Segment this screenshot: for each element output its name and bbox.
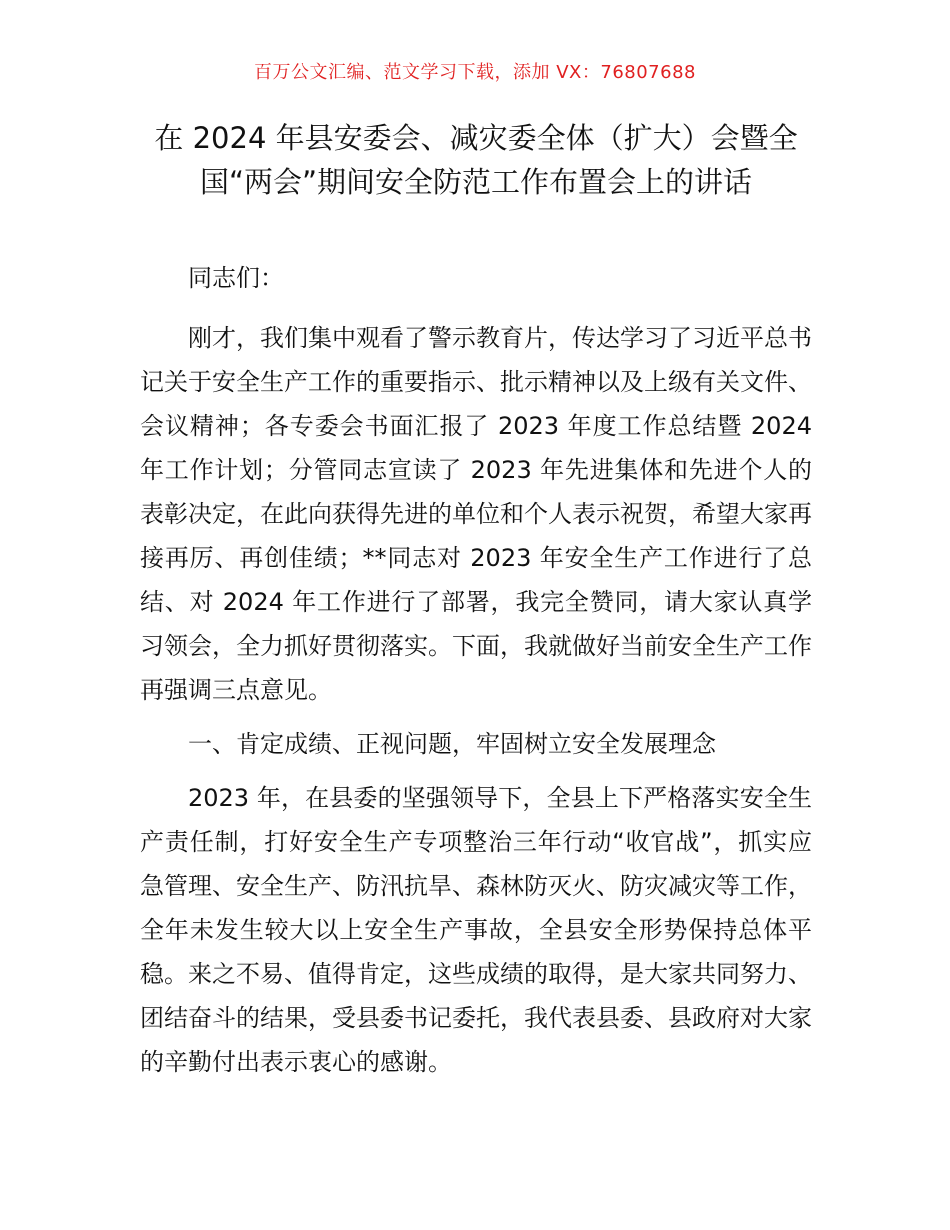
watermark-header: 百万公文汇编、范文学习下载，添加 VX：76807688 bbox=[254, 62, 696, 83]
section-heading-1: 一、肯定成绩、正视问题，牢固树立安全发展理念 bbox=[188, 730, 716, 758]
document-body bbox=[140, 256, 812, 1094]
paragraph-opening: 刚才，我们集中观看了警示教育片，传达学习了习近平总书记关于安全生产工作的重要指示、批示精神以及上级有关文件、会议精神；各专委会书面汇报了 2023 年度工作总结暨 2024 年工作计划；分管同志宣读了 2023 年先进集体和先进个人的表彰决定，在此向获得先进的单位和个人表示祝贺，希望大家再接再厉、再创佳绩；**同志对 2023 年安全生产工作进行了总结、对 2024 年工作进行了部署，我完全赞同，请大家认真学习领会，全力抓好贯彻落实。下面，我就做好当前安全生产工作再强调三点意见。 bbox=[140, 324, 812, 704]
greeting: 同志们： bbox=[188, 264, 284, 292]
paragraph-achievements: 2023 年，在县委的坚强领导下，全县上下严格落实安全生产责任制，打好安全生产专项整治三年行动“收官战”，抓实应急管理、安全生产、防汛抗旱、森林防灭火、防灾减灾等工作，全年未发生较大以上安全生产事故，全县安全形势保持总体平稳。来之不易、值得肯定，这些成绩的取得，是大家共同努力、团结奋斗的结果，受县委书记委托，我代表县委、县政府对大家的辛勤付出表示衷心的感谢。 bbox=[140, 784, 812, 1076]
document-title: 在 2024 年县安委会、减灾委全体（扩大）会暨全国“两会”期间安全防范工作布置会上的讲话 bbox=[154, 121, 798, 199]
